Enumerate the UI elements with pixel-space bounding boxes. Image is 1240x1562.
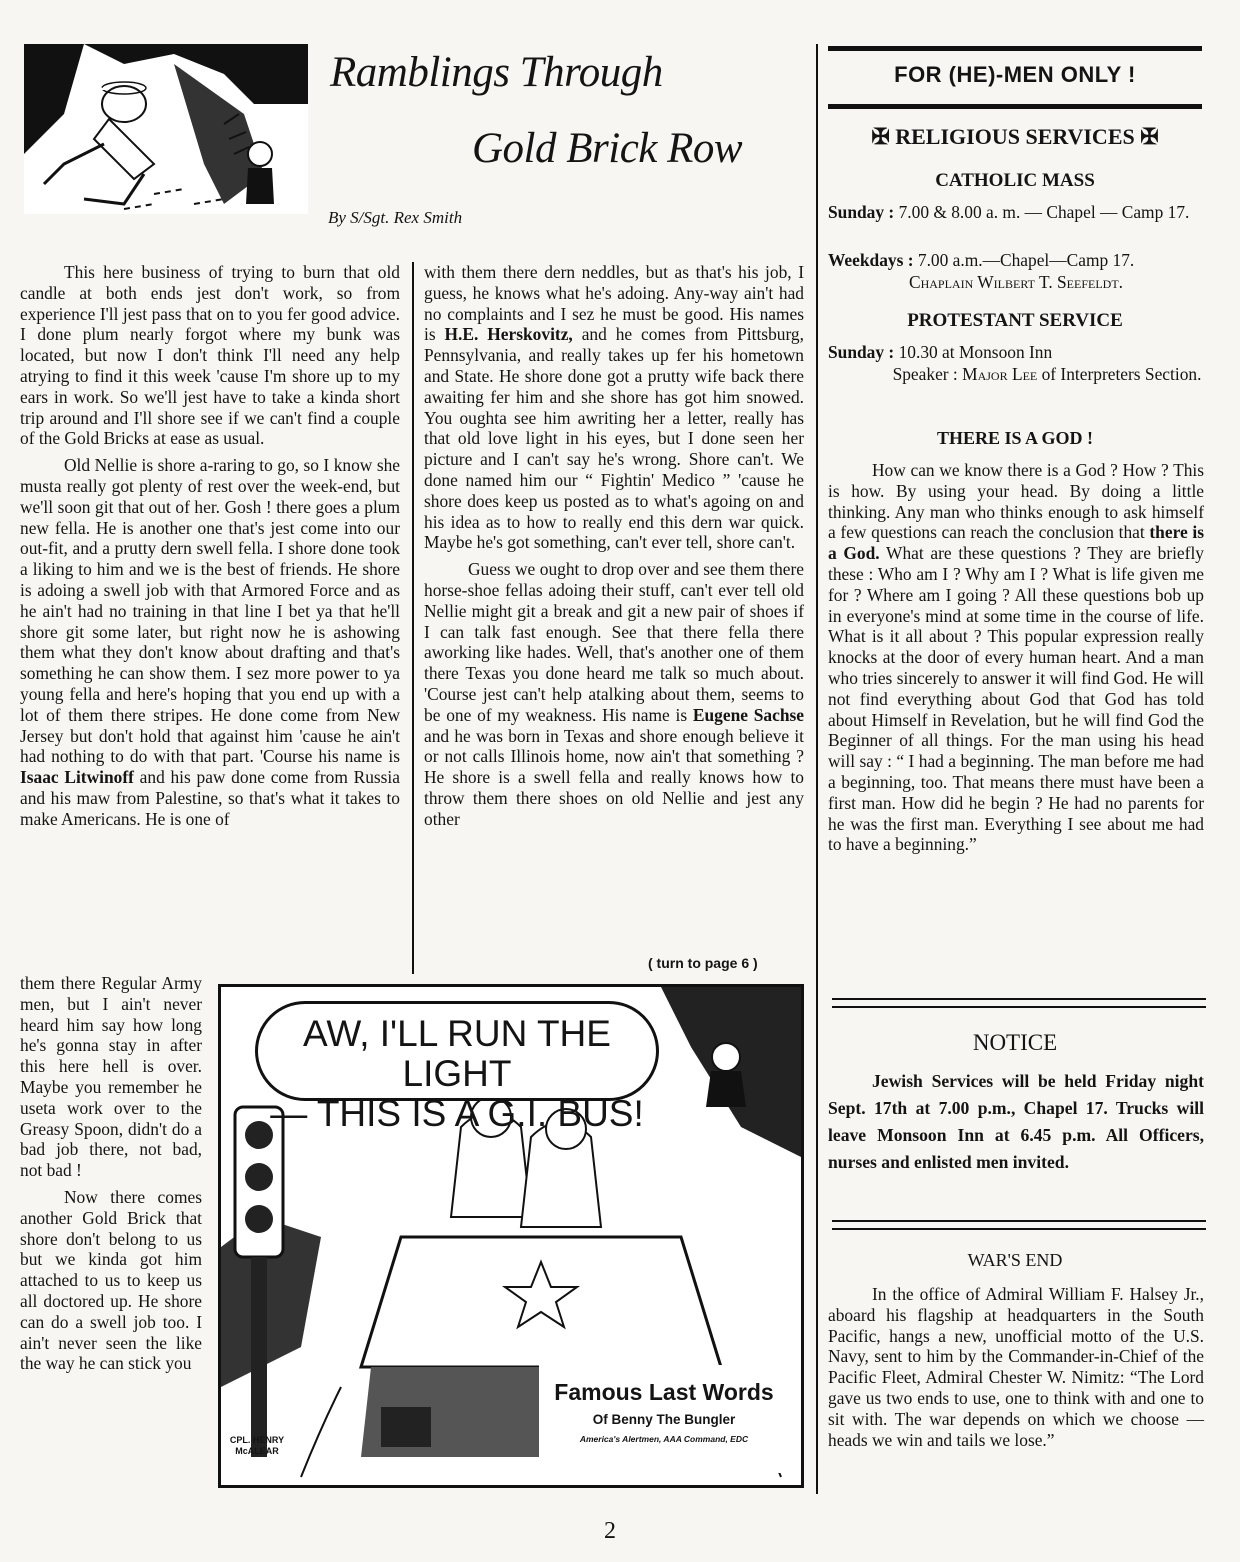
cartoon-panel [218,984,804,1488]
protestant-speaker: Speaker : Major Lee of Interpreters Section. [892,364,1202,384]
chaplain-name: Chaplain Wilbert T. Seefeldt. [908,272,1124,292]
notice-text: Jewish Services will be held Friday night Sept. 17th at 7.00 p.m., Chapel 17. Trucks will leave Monsoon Inn at 6.45 p.m. All Officers, nurses and enlisted men invited. [828,1071,1204,1172]
caption-credit: America's Alertmen, AAA Command, EDC [579,1434,749,1444]
speech-bubble [255,1001,659,1134]
maltese-cross-icon: ✠ [871,124,890,149]
article-column-2 [424,262,804,830]
protestant-sunday: Sunday : 10.30 at Monsoon Inn [828,342,1053,362]
catholic-weekdays: Weekdays : 7.00 a.m.—Chapel—Camp 17. [828,250,1135,270]
column-divider [412,262,414,974]
article-paragraph: them there Regular Army men, but I ain't never heard him say how long he's gonna stay in after this here hell is over. Maybe you remember he useta work over to the Greasy Spoon, didn't do a bad job there, not bad, not bad ! [20,973,202,1181]
sidebar-banner: FOR (HE)-MEN ONLY ! [894,62,1136,87]
article-paragraph: This here business of trying to burn that old candle at both ends jest don't work, so from experience I'll jest pass that on to you fer good advice. I done plum nearly forgot where my bunk was located, but now I don't think I'll need any help atrying to find it this week 'cause I'm shore up to my ears in work. So we'll jest have to take a kinda short trip around and I'll shore see if we can't find a couple of the Gold Bricks at ease as usual. [20,262,400,449]
banner-rule-top [828,46,1202,51]
article-paragraph: Guess we ought to drop over and see them there horse-shoe fellas adoing their stuff, can't ever tell old Nellie might git a break and git a new pair of shoes if I can talk fast enough. See that there fella there aworking like hades. Well, that's another one of them there Texas you done heard me talk so much about. 'Course jest can't help atalking about them, seems to be one of my weakness. His name is Eugene Sachse and he was born in Texas and shore enough believe it or not calls Illinois home, now ain't that something ? He shore is a swell fella and really knows how to throw them there shoes on old Nellie and jest any other [424,559,804,829]
wars-end-heading: WAR'S END [967,1250,1063,1270]
god-article [828,460,1204,855]
article-byline: By S/Sgt. Rex Smith [328,208,463,227]
person-name: Isaac Litwinoff [20,767,134,788]
header-illustration [24,44,308,214]
article-title-line2: Gold Brick Row [472,125,743,172]
section-rule [832,998,1206,1008]
cartoon-caption [539,1365,789,1473]
maltese-cross-icon: ✠ [1140,124,1159,149]
article-column-1-continued [20,973,202,1374]
article-paragraph: Old Nellie is shore a-raring to go, so I know she musta really got plenty of rest over the week-end, but we'll soon git that out of her. Gosh ! there goes a plum new fella. He is another one that's jest come into our out-fit, and a prutty dern swell fella. I shore done took a liking to him and we is the best of friends. He shore is adoing a swell job with that Armored Force and as he ain't had no training in that line I bet ya that he'll shore git some later, but right now he is ashowing them what they don't know about drafting and that's something he can show them. I sez more power to ya young fella and here's hoping that you end up with a lot of them there stripes. He done come from New Jersey but don't hold that against him 'cause he ain't had nothing to do with that part. 'Course his name is Isaac Litwinoff and his paw done come from Russia and his maw from Palestine, so that's what it takes to make Americans. He is one of [20,455,400,829]
article-paragraph: with them there dern neddles, but as that's his job, I guess, he knows what he's adoing. Any-way ain't had no complaints and I sez he must be good. His names is H.E. Herskovitz, and he comes from Pittsburg, Pennsylvania, and really takes up fer his hometown and State. He shore done got a prutty wife back there awaiting fer him and she shore has got him snowed. You oughta see him awriting her a letter, really has that old love light in his eyes, but I done seen her picture and I can't say he's wrong. Shore can't. We done named him our “ Fightin' Medico ” 'cause he shore does keep us posted as to what's agoing on and his idea as to how to really end this dern war quick. Maybe he's got something, can't ever tell, shore can't. [424,262,804,553]
notice-heading: NOTICE [972,1030,1058,1055]
sidebar-divider [816,44,818,1494]
protestant-heading: PROTESTANT SERVICE [907,310,1123,331]
article-paragraph: How can we know there is a God ? How ? This is how. By using your head. By doing a little thinking. Any man who thinks enough to ask himself a few questions can reach the conclusion that there is a God. What are these questions ? They are briefly these : Who am I ? Why am I ? What is life given me for ? Where am I going ? All these questions bob up in everyone's mind at some time in the course of life. What is it all about ? This popular expression really knocks at the door of every human heart. And a man who tries sincerely to answer it will find God. He will not find everything about God that God has told about Himself in Revelation, but he will find God the Beginner of all things. For the man using his head will say : “ I had a beginning. The man before me had a beginning, too. That means there must have been a first man. How did he begin ? He had no parents for he was the first man. Everything I see about me had to have a beginning.” [828,460,1204,855]
wars-end-article: In the office of Admiral William F. Halsey Jr., aboard his flagship at headquarters in the South Pacific, hangs a new, unofficial motto of the U.S. Navy, sent to him by the Commander-in-Chief of the Pacific Fleet, Admiral Chester W. Nimitz: “The Lord gave us two ends to use, one to think with and one to sit with. The war depends on which we choose — heads we win and tails we lose.” [828,1284,1204,1450]
god-heading: THERE IS A GOD ! [936,428,1094,448]
speech-line-2: — THIS IS A G.I. BUS! [270,1093,644,1134]
person-name: Eugene Sachse [692,704,804,725]
catholic-sunday: Sunday : 7.00 & 8.00 a. m. — Chapel — Camp 17. [828,202,1190,222]
person-name: H.E. Herskovitz, [444,324,573,345]
artist-signature: CPL. HENRY McALEAR [229,1435,285,1456]
article-title-line1: Ramblings Through [330,49,663,96]
speech-line-1: AW, I'LL RUN THE LIGHT [303,1013,611,1094]
banner-rule-bottom [828,104,1202,109]
religious-services-heading: ✠ RELIGIOUS SERVICES ✠ [871,124,1159,149]
article-column-1 [20,262,400,830]
continuation-note: ( turn to page 6 ) [648,955,758,971]
page-number: 2 [604,1518,616,1544]
catholic-heading: CATHOLIC MASS [935,170,1095,191]
caption-title: Famous Last Words [554,1379,774,1405]
caption-subtitle: Of Benny The Bungler [592,1412,736,1427]
article-paragraph: Now there comes another Gold Brick that shore don't belong to us but we kinda got him attached to us to keep us all doctored up. He shore can do a swell job too. I ain't never seen the like the way he can stick you [20,1186,202,1374]
section-rule [832,1220,1206,1230]
